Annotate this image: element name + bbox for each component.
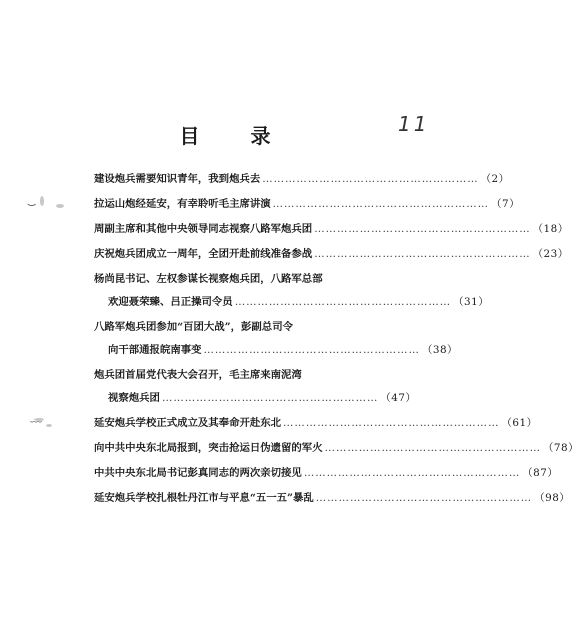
- toc-row: [94, 368, 400, 383]
- toc-entry-title: 建设炮兵需要知识青年，我到炮兵去: [94, 173, 261, 185]
- toc-page-number: （23）: [532, 248, 569, 260]
- toc-page-number: （98）: [534, 492, 571, 504]
- handwritten-mark: 11: [398, 112, 430, 136]
- toc-page-number: （47）: [380, 392, 417, 404]
- toc-entry-title: 八路军炮兵团参加“百团大战”，彭副总司令: [94, 321, 293, 333]
- leader-dots: …………………………………………………: [203, 344, 420, 356]
- toc-row: [94, 222, 569, 237]
- toc-row: [94, 247, 569, 262]
- leader-dots: …………………………………………………: [314, 223, 531, 235]
- toc-entry[interactable]: [94, 320, 458, 358]
- leader-dots: …………………………………………………: [272, 198, 490, 210]
- toc-row: [94, 343, 458, 358]
- leader-dots: …………………………………………………: [314, 248, 531, 260]
- toc-row: [94, 272, 400, 287]
- ink-stain: [40, 196, 44, 206]
- leader-dots: …………………………………………………: [234, 296, 452, 308]
- toc-row: [94, 441, 579, 456]
- toc-entry-title: 中共中央东北局书记彭真同志的两次亲切接见: [94, 467, 302, 479]
- leader-dots: …………………………………………………: [303, 467, 521, 479]
- margin-mark: ﹏: [30, 410, 43, 424]
- toc-row: [94, 416, 538, 431]
- toc-row: [94, 172, 510, 187]
- toc-page-number: （87）: [522, 467, 559, 479]
- toc-entry-title-continued: 向干部通报皖南事变: [108, 344, 202, 356]
- toc-row: [94, 391, 417, 406]
- toc-entry[interactable]: [94, 272, 490, 310]
- toc-entry-title-continued: 欢迎聂荣臻、吕正操司令员: [108, 296, 233, 308]
- toc-entry-title: 炮兵团首届党代表大会召开，毛主席来南泥湾: [94, 369, 302, 381]
- toc-row: [94, 320, 400, 335]
- toc-entry[interactable]: [94, 172, 510, 187]
- ink-stain: [46, 424, 52, 427]
- toc-page-number: （61）: [501, 417, 538, 429]
- ink-stain: [56, 204, 64, 208]
- toc-page-number: （18）: [532, 223, 569, 235]
- toc-entry[interactable]: [94, 441, 579, 456]
- toc-entry-title: 延安炮兵学校扎根牡丹江市与平息“五一五”暴乱: [94, 492, 314, 504]
- toc-entry-title: 杨尚昆书记、左权参谋长视察炮兵团，八路军总部: [94, 273, 323, 285]
- toc-entry[interactable]: [94, 416, 538, 431]
- toc-entry[interactable]: [94, 491, 571, 506]
- table-of-contents: [94, 172, 579, 506]
- toc-entry-title: 周副主席和其他中央领导同志视察八路军炮兵团: [94, 223, 313, 235]
- page-title: 目 录: [179, 124, 293, 148]
- toc-page-number: （7）: [491, 198, 520, 210]
- toc-entry-title: 庆祝炮兵团成立一周年，全团开赴前线准备参战: [94, 248, 313, 260]
- toc-row: [94, 197, 520, 212]
- toc-entry-title: 向中共中央东北局报到，突击抢运日伪遗留的军火: [94, 442, 323, 454]
- toc-entry-title: 拉运山炮经延安，有幸聆听毛主席讲演: [94, 198, 271, 210]
- toc-row: [94, 295, 490, 310]
- leader-dots: …………………………………………………: [161, 392, 379, 404]
- toc-page-number: （78）: [543, 442, 579, 454]
- toc-page-number: （2）: [480, 173, 510, 185]
- toc-page-number: （38）: [421, 344, 458, 356]
- toc-entry[interactable]: [94, 466, 559, 481]
- toc-entry-title: 延安炮兵学校正式成立及其奉命开赴东北: [94, 417, 282, 429]
- leader-dots: …………………………………………………: [283, 417, 500, 429]
- leader-dots: …………………………………………………: [315, 492, 533, 504]
- toc-entry-title-continued: 视察炮兵团: [108, 392, 160, 404]
- leader-dots: …………………………………………………: [324, 442, 542, 454]
- toc-entry[interactable]: [94, 197, 520, 212]
- toc-entry[interactable]: [94, 368, 417, 406]
- toc-entry[interactable]: [94, 222, 569, 237]
- toc-row: [94, 466, 559, 481]
- toc-row: [94, 491, 571, 506]
- leader-dots: …………………………………………………: [262, 173, 479, 185]
- margin-mark: ‿: [28, 192, 36, 206]
- toc-entry[interactable]: [94, 247, 569, 262]
- toc-page-number: （31）: [453, 296, 490, 308]
